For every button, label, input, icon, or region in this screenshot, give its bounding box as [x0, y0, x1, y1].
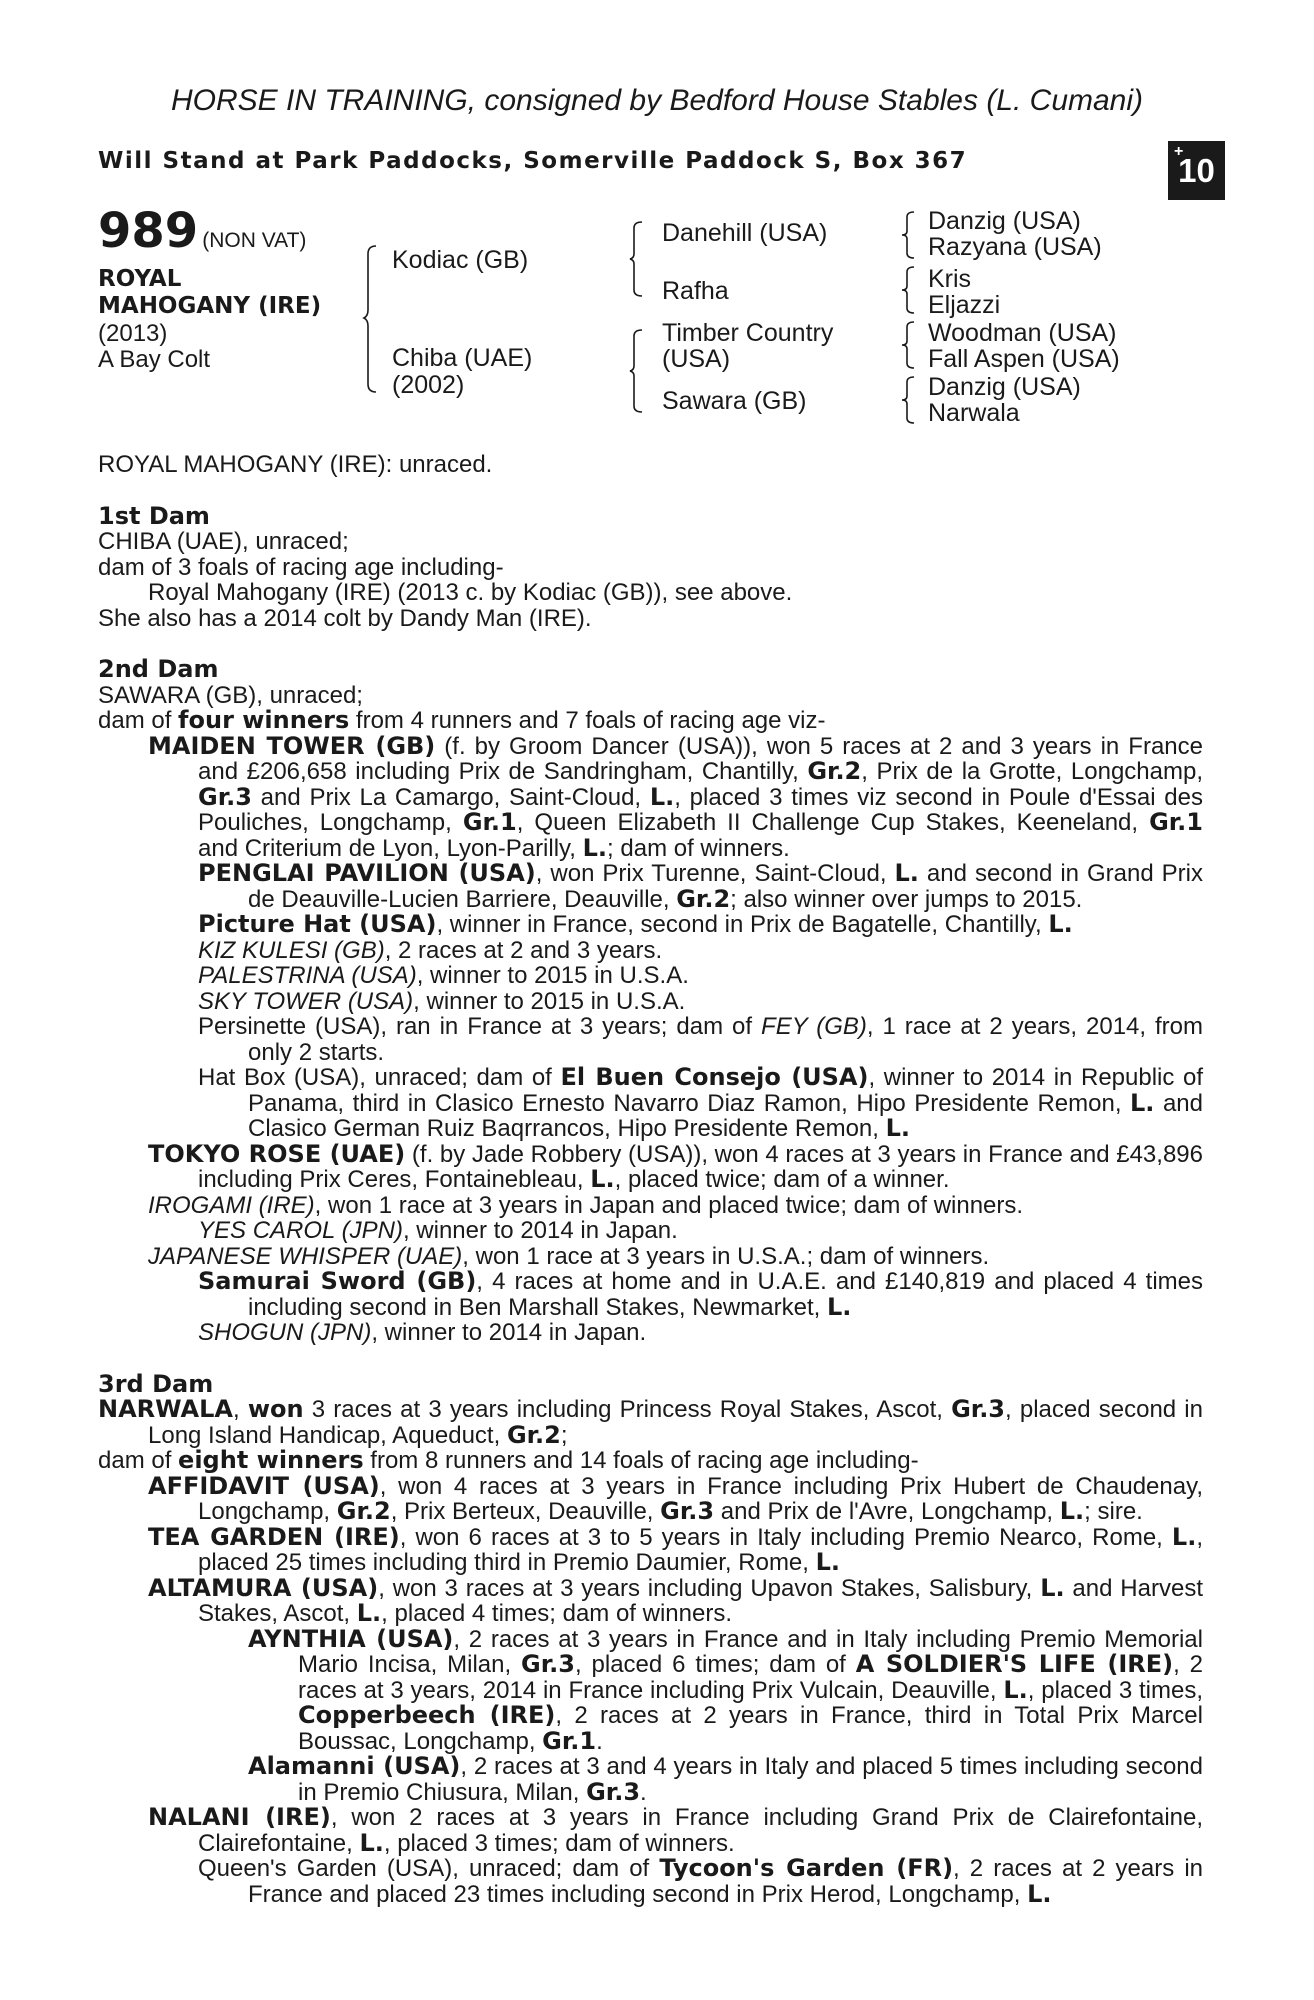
third-dam-heading: 3rd Dam — [98, 1369, 214, 1398]
sire-parents-bracket — [630, 220, 644, 298]
pedigree-ggp-1: Danzig (USA) — [928, 207, 1081, 235]
produce-entry: Persinette (USA), ran in France at 3 years; dam of FEY (GB), 1 race at 2 years, 2014, from only 2 starts. — [198, 1013, 1204, 1066]
produce-entry: Samurai Sword (GB), 4 races at home and in U.A.E. and £140,819 and placed 4 times including second in Ben Marshall Stakes, Newmarket, L. — [198, 1267, 1203, 1321]
first-dam-produce: Royal Mahogany (IRE) (2013 c. by Kodiac (GB)), see above. — [148, 579, 793, 606]
first-dam-note: She also has a 2014 colt by Dandy Man (IRE). — [98, 604, 592, 632]
produce-entry: SKY TOWER (USA), winner to 2015 in U.S.A. — [198, 987, 686, 1015]
pedigree-dam-sire-country: (USA) — [662, 345, 731, 373]
ggp-bracket-2 — [902, 265, 916, 315]
stand-location: Will Stand at Park Paddocks, Somerville Paddock S, Box 367 — [98, 148, 968, 174]
sire-dam-bracket — [364, 244, 378, 394]
pedigree-ggp-4: Eljazzi — [928, 291, 1001, 319]
produce-entry: PENGLAI PAVILION (USA), won Prix Turenne, Saint-Cloud, L. and second in Grand Prix de Deauville-Lucien Barriere, Deauville, Gr.2; also winner over jumps to 2015. — [198, 859, 1204, 913]
third-dam-line: NARWALA, won 3 races at 3 years including Princess Royal Stakes, Ascot, Gr.3, placed second in Long Island Handicap, Aqueduct, Gr.2; — [98, 1395, 1203, 1449]
badge-number: 10 — [1178, 151, 1215, 189]
lot-number: 989 — [98, 203, 199, 259]
pedigree-ggp-5: Woodman (USA) — [928, 319, 1117, 347]
first-dam-heading: 1st Dam — [98, 501, 210, 530]
produce-entry: AFFIDAVIT (USA), won 4 races at 3 years in France including Prix Hubert de Chaudenay, Longchamp, Gr.2, Prix Berteux, Deauville, Gr.3 and Prix de l'Avre, Longchamp, L.; sire. — [148, 1471, 1203, 1525]
produce-entry: IROGAMI (IRE), won 1 race at 3 years in Japan and placed twice; dam of winners. — [148, 1191, 1024, 1219]
pedigree-ggp-2: Razyana (USA) — [928, 233, 1102, 261]
pedigree-dam: Chiba (UAE) — [392, 344, 533, 372]
produce-entry: YES CAROL (JPN), winner to 2014 in Japan. — [198, 1217, 678, 1244]
produce-entry: SHOGUN (JPN), winner to 2014 in Japan. — [198, 1319, 647, 1346]
badge-plus: + — [1174, 143, 1184, 160]
produce-entry: ALTAMURA (USA), won 3 races at 3 years including Upavon Stakes, Salisbury, L. and Harvest Stakes, Ascot, L., placed 4 times; dam of winners. — [148, 1573, 1203, 1627]
third-dam-summary: dam of eight winners from 8 runners and 14 foals of racing age including- — [98, 1446, 919, 1474]
produce-entry: NALANI (IRE), won 2 races at 3 years in France including Grand Prix de Clairefontaine, Clairefontaine, L., placed 3 times; dam of winners. — [148, 1803, 1204, 1857]
horse-description: A Bay Colt — [98, 346, 211, 373]
produce-entry: Hat Box (USA), unraced; dam of El Buen Consejo (USA), winner to 2014 in Republic of Panama, third in Clasico Ernesto Navarro Diaz Ramon, Hipo Presidente Remon, L. and Clasico German Ruiz Baqrrancos, Hipo Presidente Remon, L. — [198, 1063, 1203, 1142]
pedigree-dam-dam: Sawara (GB) — [662, 387, 807, 415]
pedigree-sire-sire: Danehill (USA) — [662, 219, 828, 247]
page-title: HORSE IN TRAINING, consigned by Bedford House Stables (L. Cumani) — [170, 84, 1144, 117]
pedigree-ggp-3: Kris — [928, 265, 972, 293]
pedigree-ggp-6: Fall Aspen (USA) — [928, 345, 1120, 373]
pedigree-ggp-7: Danzig (USA) — [928, 373, 1081, 401]
dam-parents-bracket — [630, 328, 644, 414]
produce-entry: Picture Hat (USA), winner in France, second in Prix de Bagatelle, Chantilly, L. — [198, 910, 1073, 938]
ggp-bracket-4 — [902, 375, 916, 425]
pedigree-dam-year: (2002) — [392, 371, 465, 399]
produce-entry: TEA GARDEN (IRE), won 6 races at 3 to 5 years in Italy including Premio Nearco, Rome, L., placed 25 times including third in Premio Daumier, Rome, L. — [148, 1522, 1203, 1576]
first-dam-line: CHIBA (UAE), unraced; — [98, 528, 349, 555]
ggp-bracket-3 — [902, 320, 916, 370]
catalogue-body — [98, 452, 1203, 1907]
produce-entry: KIZ KULESI (GB), 2 races at 2 and 3 years. — [198, 936, 663, 964]
lot-badge — [1168, 141, 1225, 200]
pedigree-sire-dam: Rafha — [662, 277, 729, 305]
foaling-year: (2013) — [98, 320, 168, 347]
second-dam-heading: 2nd Dam — [98, 655, 219, 683]
race-record: ROYAL MAHOGANY (IRE): unraced. — [98, 451, 493, 478]
pedigree-ggp-8: Narwala — [928, 399, 1020, 427]
second-dam-summary: dam of four winners from 4 runners and 7 foals of racing age viz- — [98, 706, 826, 734]
produce-entry: AYNTHIA (USA), 2 races at 3 years in France and in Italy including Premio Memorial Mario Incisa, Milan, Gr.3, placed 6 times; dam of A SOLDIER'S LIFE (IRE), 2 races at 3 years, 2014 in France including Prix Vulcain, Deauville, L., placed 3 times, Copperbeech (IRE), 2 races at 2 years in France, third in Total Prix Marcel Boussac, Longchamp, Gr.1. — [248, 1624, 1204, 1755]
lot-heading — [98, 203, 307, 259]
pedigree-sire: Kodiac (GB) — [392, 246, 529, 274]
pedigree-dam-sire: Timber Country — [662, 319, 834, 347]
horse-name: ROYAL MAHOGANY (IRE) — [98, 266, 322, 319]
produce-entry: MAIDEN TOWER (GB) (f. by Groom Dancer (USA)), won 5 races at 2 and 3 years in France and £206,658 including Prix de Sandringham, Chantilly, Gr.2, Prix de la Grotte, Longchamp, Gr.3 and Prix La Camargo, Saint-Cloud, L., placed 3 times viz second in Poule d'Essai des Pouliches, Longchamp, Gr.1, Queen Elizabeth II Challenge Cup Stakes, Keeneland, Gr.1 and Criterium de Lyon, Lyon-Parilly, L.; dam of winners. — [148, 731, 1204, 862]
produce-entry: Queen's Garden (USA), unraced; dam of Tycoon's Garden (FR), 2 races at 2 years in France and placed 23 times including second in Prix Herod, Longchamp, L. — [198, 1854, 1203, 1908]
produce-entry: TOKYO ROSE (UAE) (f. by Jade Robbery (USA)), won 4 races at 3 years in France and £43,896 including Prix Ceres, Fontainebleau, L., placed twice; dam of a winner. — [148, 1139, 1203, 1193]
first-dam-foals: dam of 3 foals of racing age including- — [98, 553, 504, 581]
produce-entry: Alamanni (USA), 2 races at 3 and 4 years in Italy and placed 5 times including second in Premio Chiusura, Milan, Gr.3. — [248, 1752, 1203, 1806]
produce-entry: JAPANESE WHISPER (UAE), won 1 race at 3 years in U.S.A.; dam of winners. — [148, 1242, 990, 1270]
produce-entry: PALESTRINA (USA), winner to 2015 in U.S.A. — [198, 962, 689, 989]
second-dam-line: SAWARA (GB), unraced; — [98, 681, 363, 709]
vat-status: (NON VAT) — [202, 229, 307, 252]
ggp-bracket-1 — [902, 210, 916, 260]
